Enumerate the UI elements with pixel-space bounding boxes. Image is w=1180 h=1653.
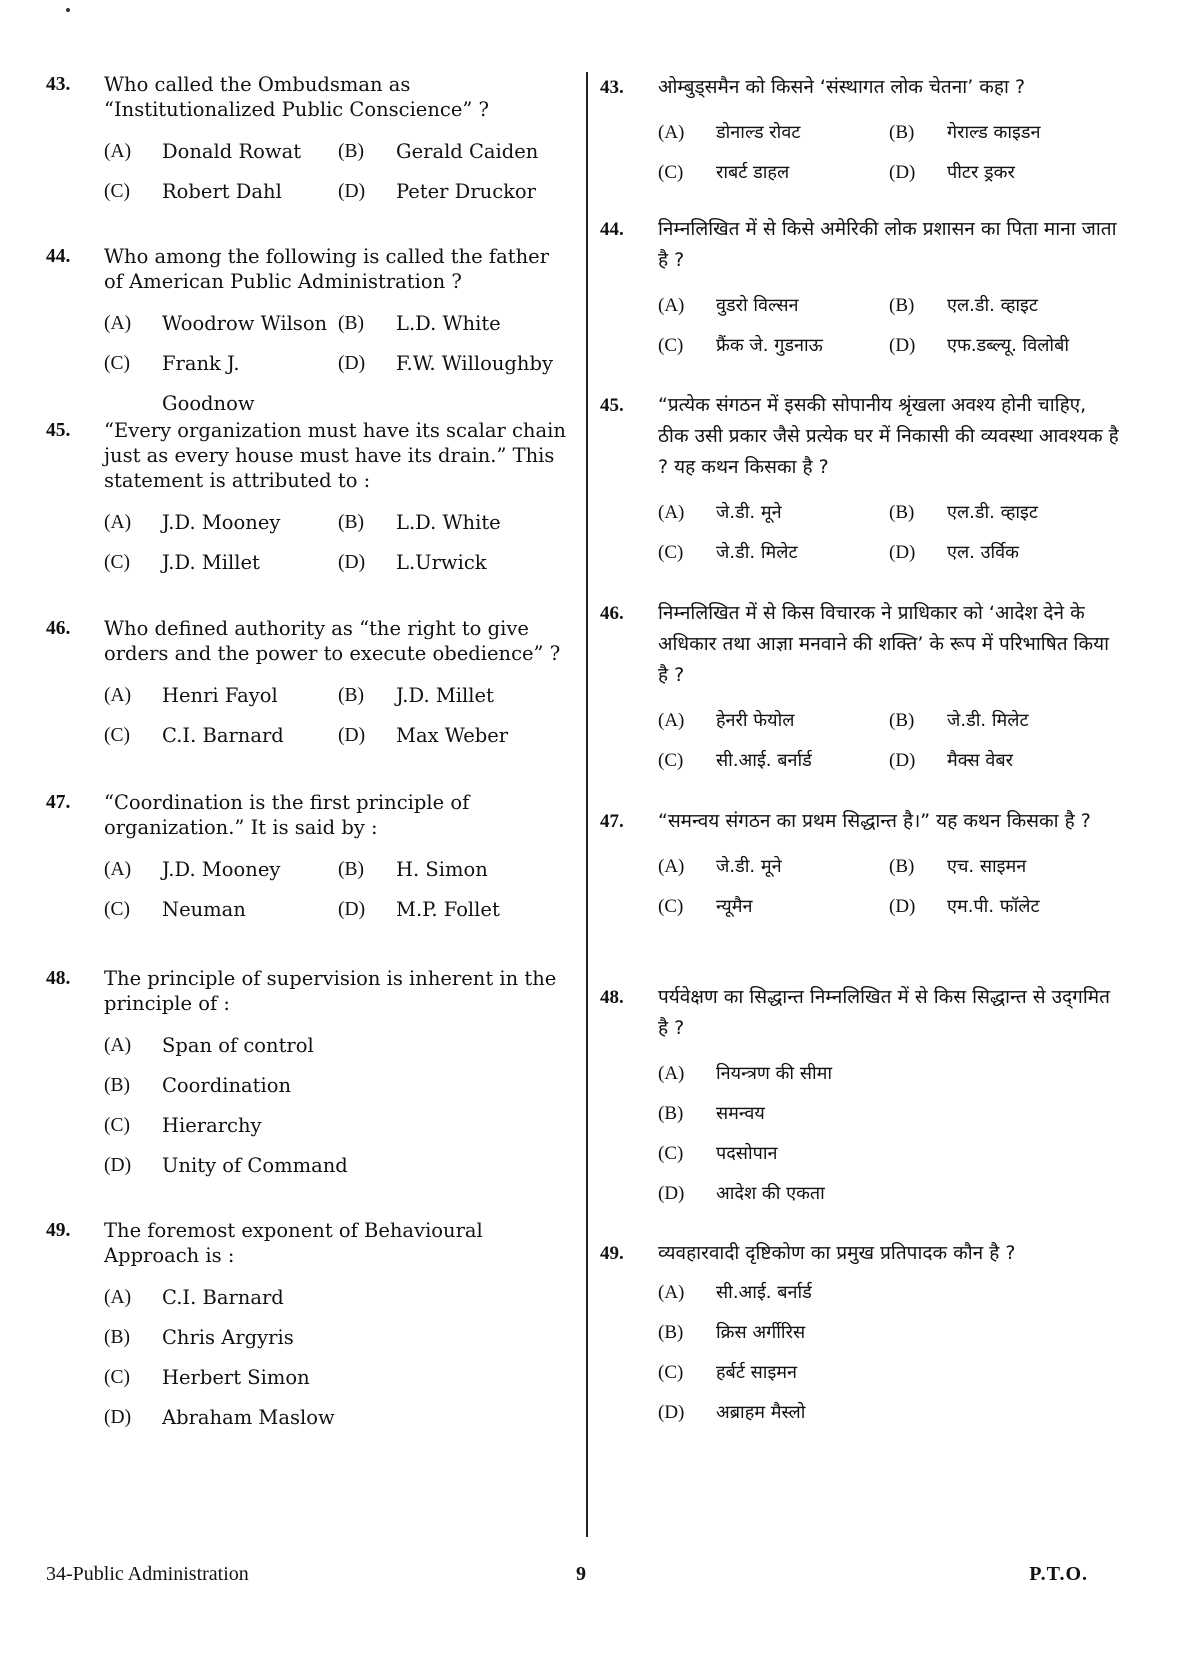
option-c: (C) हर्बर्ट साइमन [658, 1362, 798, 1383]
option-a: (A) Woodrow Wilson [104, 312, 328, 335]
question-45-hi [600, 390, 1120, 573]
option-c: (C) Robert Dahl [104, 180, 282, 203]
option-b: (B) एल.डी. व्हाइट [889, 295, 1038, 316]
question-number: 48. [600, 987, 624, 1008]
question-48-hi [600, 982, 1120, 1214]
question-46-hi [600, 598, 1120, 781]
question-text: Who defined authority as “the right to give orders and the power to execute obedience” ? [104, 617, 561, 665]
option-d: (D) Max Weber [338, 724, 509, 747]
question-48-en [46, 966, 572, 1186]
option-b: (B) L.D. White [338, 312, 501, 335]
option-a: (A) डोनाल्ड रोवट [658, 122, 801, 143]
option-c: (C) जे.डी. मिलेट [658, 542, 798, 563]
option-a: (A) हेनरी फेयोल [658, 710, 795, 731]
option-a: (A) Donald Rowat [104, 140, 302, 163]
question-text: “Every organization must have its scalar chain just as every house must have its drain.” This statement is attributed to : [104, 419, 566, 492]
option-d: (D) पीटर ड्रकर [889, 162, 1015, 183]
option-b: (B) जे.डी. मिलेट [889, 710, 1029, 731]
question-number: 43. [46, 74, 71, 95]
option-b: (B) L.D. White [338, 511, 501, 534]
option-d: (D) Unity of Command [104, 1154, 348, 1177]
question-46-en [46, 616, 572, 756]
option-c: (C) Herbert Simon [104, 1366, 310, 1389]
option-d: (D) एम.पी. फॉलेट [889, 896, 1040, 917]
question-number: 43. [600, 77, 624, 98]
option-c: (C) Hierarchy [104, 1114, 262, 1137]
question-text: निम्नलिखित में से किसे अमेरिकी लोक प्रशासन का पिता माना जाता है ? [658, 218, 1117, 271]
option-c: (C) सी.आई. बर्नार्ड [658, 750, 812, 771]
column-divider [586, 72, 588, 1537]
option-c: (C) Frank J. Goodnow [104, 352, 255, 415]
option-c: (C) पदसोपान [658, 1143, 778, 1164]
option-a: (A) Span of control [104, 1034, 314, 1057]
question-49-hi [600, 1238, 1120, 1433]
question-text: “प्रत्येक संगठन में इसकी सोपानीय श्रृंखला अवश्य होनी चाहिए, ठीक उसी प्रकार जैसे प्रत्येक घर में निकासी की व्यवस्था आवश्यक है ? यह कथन किसका है ? [658, 394, 1119, 478]
option-d: (D) मैक्स वेबर [889, 750, 1014, 771]
question-43-en [46, 72, 572, 212]
question-43-hi [600, 72, 1120, 193]
option-a: (A) जे.डी. मूने [658, 856, 782, 877]
option-a: (A) C.I. Barnard [104, 1286, 284, 1309]
option-c: (C) न्यूमैन [658, 896, 753, 917]
option-a: (A) J.D. Mooney [104, 511, 281, 534]
option-c: (C) Neuman [104, 898, 246, 921]
question-text: The principle of supervision is inherent in the principle of : [104, 967, 557, 1015]
option-d: (D) एल. उर्विक [889, 542, 1019, 563]
question-text: “Coordination is the first principle of organization.” It is said by : [104, 791, 470, 839]
option-d: (D) Peter Druckor [338, 180, 536, 203]
option-b: (B) Gerald Caiden [338, 140, 539, 163]
question-text: निम्नलिखित में से किस विचारक ने प्राधिकार को ‘आदेश देने के अधिकार तथा आज्ञा मनवाने की शक्ति’ के रूप में परिभाषित किया है ? [658, 602, 1110, 686]
option-d: (D) अब्राहम मैस्लो [658, 1402, 806, 1423]
question-45-en [46, 418, 572, 583]
option-c: (C) फ्रैंक जे. गुडनाऊ [658, 335, 823, 356]
question-number: 49. [46, 1220, 71, 1241]
option-a: (A) सी.आई. बर्नार्ड [658, 1282, 812, 1303]
option-b: (B) एच. साइमन [889, 856, 1027, 877]
question-number: 46. [46, 618, 71, 639]
option-b: (B) Chris Argyris [104, 1326, 294, 1349]
option-d: (D) M.P. Follet [338, 898, 500, 921]
question-number: 46. [600, 603, 624, 624]
question-text: व्यवहारवादी दृष्टिकोण का प्रमुख प्रतिपादक कौन है ? [658, 1242, 1016, 1264]
question-47-en [46, 790, 572, 930]
option-b: (B) गेराल्ड काइडन [889, 122, 1041, 143]
scan-mark [66, 8, 70, 12]
question-number: 48. [46, 968, 71, 989]
question-text: Who among the following is called the father of American Public Administration ? [104, 245, 550, 293]
question-text: ओम्बुड्समैन को किसने ‘संस्थागत लोक चेतना’ कहा ? [658, 76, 1026, 98]
option-a: (A) जे.डी. मूने [658, 502, 782, 523]
option-d: (D) Abraham Maslow [104, 1406, 335, 1429]
footer-pto: P.T.O. [1029, 1563, 1088, 1585]
option-c: (C) राबर्ट डाहल [658, 162, 790, 183]
question-text: पर्यवेक्षण का सिद्धान्त निम्नलिखित में से किस सिद्धान्त से उद्‌गमित है ? [658, 986, 1110, 1039]
question-number: 45. [600, 395, 624, 416]
option-b: (B) समन्वय [658, 1103, 765, 1124]
option-a: (A) नियन्त्रण की सीमा [658, 1063, 833, 1084]
footer-subject: 34-Public Administration [46, 1563, 249, 1585]
option-c: (C) C.I. Barnard [104, 724, 284, 747]
question-number: 45. [46, 420, 71, 441]
option-c: (C) J.D. Millet [104, 551, 260, 574]
option-a: (A) Henri Fayol [104, 684, 278, 707]
question-text: The foremost exponent of Behavioural Approach is : [104, 1219, 483, 1267]
question-44-en [46, 244, 572, 424]
option-d: (D) आदेश की एकता [658, 1183, 825, 1204]
option-b: (B) H. Simon [338, 858, 488, 881]
question-text: “समन्वय संगठन का प्रथम सिद्धान्त है।” यह कथन किसका है ? [658, 810, 1091, 832]
question-number: 44. [600, 219, 624, 240]
option-d: (D) F.W. Willoughby [338, 352, 553, 375]
question-44-hi [600, 214, 1120, 366]
footer-page-number: 9 [576, 1563, 586, 1585]
option-d: (D) L.Urwick [338, 551, 487, 574]
question-number: 47. [600, 811, 624, 832]
option-b: (B) एल.डी. व्हाइट [889, 502, 1038, 523]
option-b: (B) Coordination [104, 1074, 291, 1097]
question-number: 49. [600, 1243, 624, 1264]
question-number: 44. [46, 246, 71, 267]
option-b: (B) J.D. Millet [338, 684, 494, 707]
option-a: (A) J.D. Mooney [104, 858, 281, 881]
question-47-hi [600, 806, 1120, 927]
option-d: (D) एफ.डब्ल्यू. विलोबी [889, 335, 1070, 356]
question-49-en [46, 1218, 572, 1438]
question-number: 47. [46, 792, 71, 813]
option-b: (B) क्रिस अर्गीरिस [658, 1322, 806, 1343]
question-text: Who called the Ombudsman as “Institutionalized Public Conscience” ? [104, 73, 489, 121]
option-a: (A) वुडरो विल्सन [658, 295, 799, 316]
